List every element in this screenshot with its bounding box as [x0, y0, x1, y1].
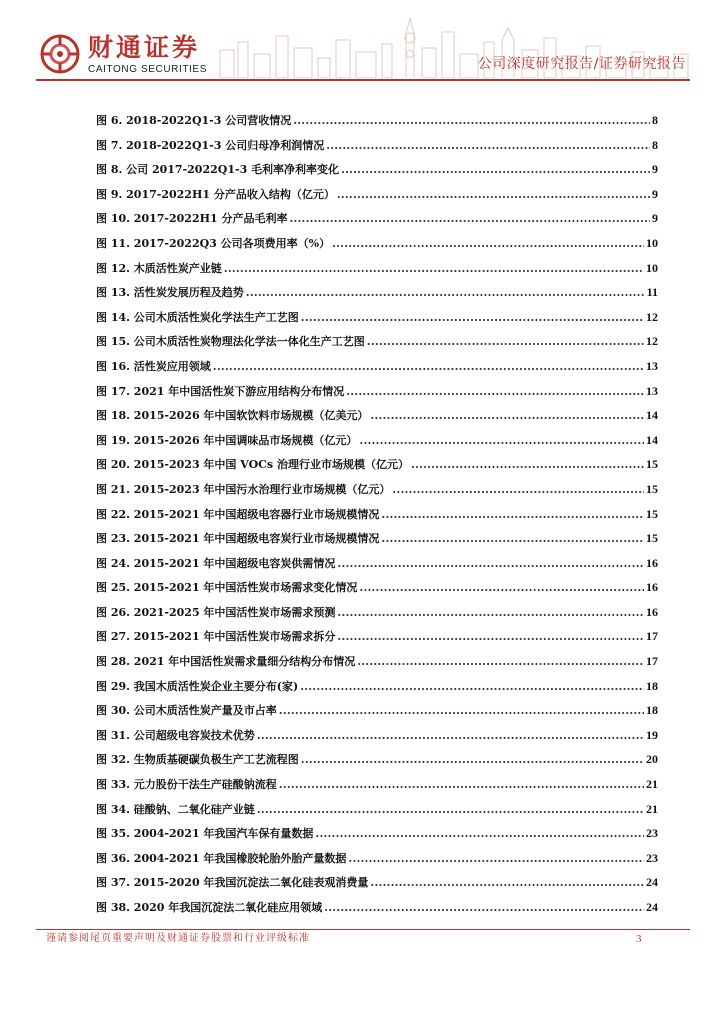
toc-leader-dots [370, 876, 644, 889]
toc-leader-dots [367, 335, 644, 348]
toc-leader-dots [301, 311, 644, 324]
toc-entry[interactable] [96, 530, 658, 555]
toc-entry-page: 13 [646, 383, 658, 398]
toc-entry[interactable] [96, 801, 658, 826]
toc-leader-dots [300, 680, 644, 693]
toc-entry-page: 8 [652, 113, 658, 127]
toc-entry[interactable] [96, 309, 658, 334]
toc-entry-label: 图 19. 2015-2026 年中国调味品市场规模（亿元） [96, 433, 358, 447]
toc-leader-dots [359, 581, 644, 594]
toc-leader-dots [359, 434, 644, 447]
toc-leader-dots [370, 409, 644, 422]
toc-entry-label: 图 9. 2017-2022H1 分产品收入结构（亿元） [96, 187, 335, 201]
toc-entry-page: 14 [646, 432, 658, 447]
toc-entry[interactable] [96, 333, 658, 358]
toc-entry[interactable] [96, 825, 658, 850]
toc-entry-page: 12 [646, 334, 658, 349]
toc-entry-label: 图 17. 2021 年中国活性炭下游应用结构分布情况 [96, 384, 345, 398]
toc-entry-page: 14 [646, 408, 658, 423]
toc-entry-label: 图 22. 2015-2021 年中国超级电容器行业市场规模情况 [96, 507, 380, 521]
toc-entry-page: 17 [646, 654, 658, 669]
toc-entry-label: 图 10. 2017-2022H1 分产品毛利率 [96, 212, 288, 226]
toc-leader-dots [279, 778, 644, 791]
toc-leader-dots [289, 212, 650, 225]
toc-entry-page: 16 [646, 604, 658, 619]
toc-entry-label: 图 20. 2015-2023 年中国 VOCs 治理行业市场规模（亿元） [96, 458, 409, 472]
toc-entry[interactable] [96, 653, 658, 678]
toc-leader-dots [337, 557, 644, 570]
toc-entry-page: 20 [646, 752, 658, 767]
toc-entry-label: 图 34. 硅酸钠、二氧化硅产业链 [96, 802, 255, 816]
toc-entry-page: 15 [646, 457, 658, 472]
toc-leader-dots [337, 630, 644, 643]
caitong-logo-icon [40, 34, 80, 74]
toc-entry-label: 图 23. 2015-2021 年中国超级电容炭行业市场规模情况 [96, 532, 380, 546]
toc-leader-dots [392, 483, 644, 496]
toc-entry[interactable] [96, 186, 658, 211]
toc-entry-label: 图 27. 2015-2021 年中国活性炭市场需求拆分 [96, 630, 336, 644]
toc-entry[interactable] [96, 874, 658, 899]
toc-entry[interactable] [96, 776, 658, 801]
toc-entry-label: 图 13. 活性炭发展历程及趋势 [96, 286, 244, 300]
toc-entry-label: 图 16. 活性炭应用领域 [96, 359, 211, 373]
toc-leader-dots [337, 606, 644, 619]
toc-entry[interactable] [96, 260, 658, 285]
toc-entry[interactable] [96, 506, 658, 531]
toc-leader-dots [332, 237, 644, 250]
page-header [0, 0, 724, 84]
toc-leader-dots [257, 803, 644, 816]
toc-leader-dots [257, 729, 644, 742]
toc-entry-page: 8 [652, 137, 658, 152]
toc-entry-label: 图 26. 2021-2025 年中国活性炭市场需求预测 [96, 605, 336, 619]
toc-entry-page: 24 [646, 900, 658, 914]
toc-entry[interactable] [96, 383, 658, 408]
toc-entry-label: 图 15. 公司木质活性炭物理法化学法一体化生产工艺图 [96, 335, 365, 349]
toc-entry-page: 15 [646, 481, 658, 496]
toc-entry-label: 图 24. 2015-2021 年中国超级电容炭供需情况 [96, 556, 336, 570]
toc-entry-page: 9 [652, 186, 658, 201]
toc-leader-dots [224, 262, 644, 275]
toc-entry[interactable] [96, 727, 658, 752]
toc-entry[interactable] [96, 456, 658, 481]
toc-entry-page: 15 [646, 531, 658, 546]
toc-entry-label: 图 11. 2017-2022Q3 公司各项费用率（%） [96, 236, 331, 250]
toc-entry[interactable] [96, 358, 658, 383]
toc-leader-dots [341, 163, 650, 176]
toc-entry-page: 23 [646, 850, 658, 865]
toc-leader-dots [411, 458, 644, 471]
toc-leader-dots [279, 704, 644, 717]
toc-leader-dots [301, 753, 644, 766]
toc-entry-page: 9 [652, 211, 658, 226]
toc-entry-label: 图 32. 生物质基硬碳负极生产工艺流程图 [96, 753, 299, 767]
toc-entry-label: 图 36. 2004-2021 年我国橡胶轮胎外胎产量数据 [96, 851, 347, 865]
toc-entry-label: 图 21. 2015-2023 年中国污水治理行业市场规模（亿元） [96, 482, 391, 496]
toc-entry-label: 图 35. 2004-2021 年我国汽车保有量数据 [96, 827, 314, 841]
toc-entry[interactable] [96, 432, 658, 457]
toc-entry-page: 11 [646, 285, 658, 300]
toc-entry[interactable] [96, 407, 658, 432]
toc-entry[interactable] [96, 579, 658, 604]
toc-entry[interactable] [96, 210, 658, 235]
toc-entry[interactable] [96, 284, 658, 309]
toc-entry[interactable] [96, 161, 658, 186]
toc-entry-page: 18 [646, 678, 658, 693]
toc-entry-label: 图 7. 2018-2022Q1-3 公司归母净利润情况 [96, 138, 325, 152]
header-divider [36, 79, 690, 81]
toc-leader-dots [337, 188, 650, 201]
toc-entry-page: 13 [646, 358, 658, 373]
brand-name-en: CAITONG SECURITIES [88, 64, 207, 75]
toc-entry-label: 图 12. 木质活性炭产业链 [96, 261, 222, 275]
toc-entry[interactable] [96, 481, 658, 506]
toc-entry[interactable] [96, 702, 658, 727]
toc-entry-page: 24 [646, 875, 658, 890]
brand-name-cn: 财通证券 [88, 33, 201, 62]
toc-leader-dots [357, 655, 644, 668]
toc-entry[interactable] [96, 112, 658, 137]
toc-entry-label: 图 38. 2020 年我国沉淀法二氧化硅应用领域 [96, 901, 323, 914]
toc-leader-dots [293, 114, 650, 127]
toc-entry-page: 19 [646, 727, 658, 742]
toc-leader-dots [346, 385, 644, 398]
toc-entry-page: 21 [646, 801, 658, 816]
toc-entry-label: 图 28. 2021 年中国活性炭需求量细分结构分布情况 [96, 655, 356, 669]
toc-entry-page: 15 [646, 506, 658, 521]
toc-entry-page: 9 [652, 162, 658, 177]
toc-entry-page: 10 [646, 235, 658, 250]
toc-entry-label: 图 29. 我国木质活性炭企业主要分布(家) [96, 679, 299, 693]
figure-toc-list [96, 112, 658, 924]
toc-entry-label: 图 8. 公司 2017-2022Q1-3 毛利率净利率变化 [96, 163, 340, 177]
toc-leader-dots [324, 901, 644, 914]
toc-entry-label: 图 31. 公司超级电容炭技术优势 [96, 728, 255, 742]
footer-disclaimer: 谨请参阅尾页重要声明及财通证券股票和行业评级标准 [46, 933, 310, 944]
toc-entry[interactable] [96, 555, 658, 580]
toc-entry-label: 图 25. 2015-2021 年中国活性炭市场需求变化情况 [96, 581, 358, 595]
toc-entry-label: 图 33. 元力股份干法生产硅酸钠流程 [96, 778, 277, 792]
toc-entry[interactable] [96, 850, 658, 875]
toc-leader-dots [213, 360, 644, 373]
toc-entry-label: 图 30. 公司木质活性炭产量及市占率 [96, 704, 277, 718]
toc-leader-dots [326, 139, 650, 152]
toc-entry-page: 16 [646, 580, 658, 595]
toc-entry-label: 图 6. 2018-2022Q1-3 公司营收情况 [96, 114, 292, 127]
toc-entry[interactable] [96, 604, 658, 629]
toc-entry-page: 12 [646, 309, 658, 324]
toc-entry-page: 18 [646, 703, 658, 718]
toc-entry-page: 21 [646, 777, 658, 792]
toc-entry-label: 图 37. 2015-2020 年我国沉淀法二氧化硅表观消费量 [96, 876, 369, 890]
footer-divider [36, 929, 690, 930]
toc-entry[interactable] [96, 137, 658, 162]
toc-leader-dots [246, 286, 645, 299]
toc-entry[interactable] [96, 751, 658, 776]
toc-entry[interactable] [96, 678, 658, 703]
report-type-title: 公司深度研究报告/证券研究报告 [477, 56, 686, 72]
toc-entry-page: 16 [646, 555, 658, 570]
toc-leader-dots [348, 852, 644, 865]
toc-leader-dots [315, 827, 644, 840]
toc-entry[interactable] [96, 628, 658, 653]
toc-entry-page: 10 [646, 260, 658, 275]
toc-leader-dots [381, 532, 644, 545]
toc-entry-label: 图 18. 2015-2026 年中国软饮料市场规模（亿美元） [96, 409, 369, 423]
toc-entry[interactable] [96, 899, 658, 924]
toc-entry[interactable] [96, 235, 658, 260]
toc-leader-dots [381, 508, 644, 521]
page-number: 3 [636, 933, 642, 945]
toc-entry-page: 23 [646, 826, 658, 841]
toc-entry-page: 17 [646, 629, 658, 644]
toc-entry-label: 图 14. 公司木质活性炭化学法生产工艺图 [96, 310, 299, 324]
